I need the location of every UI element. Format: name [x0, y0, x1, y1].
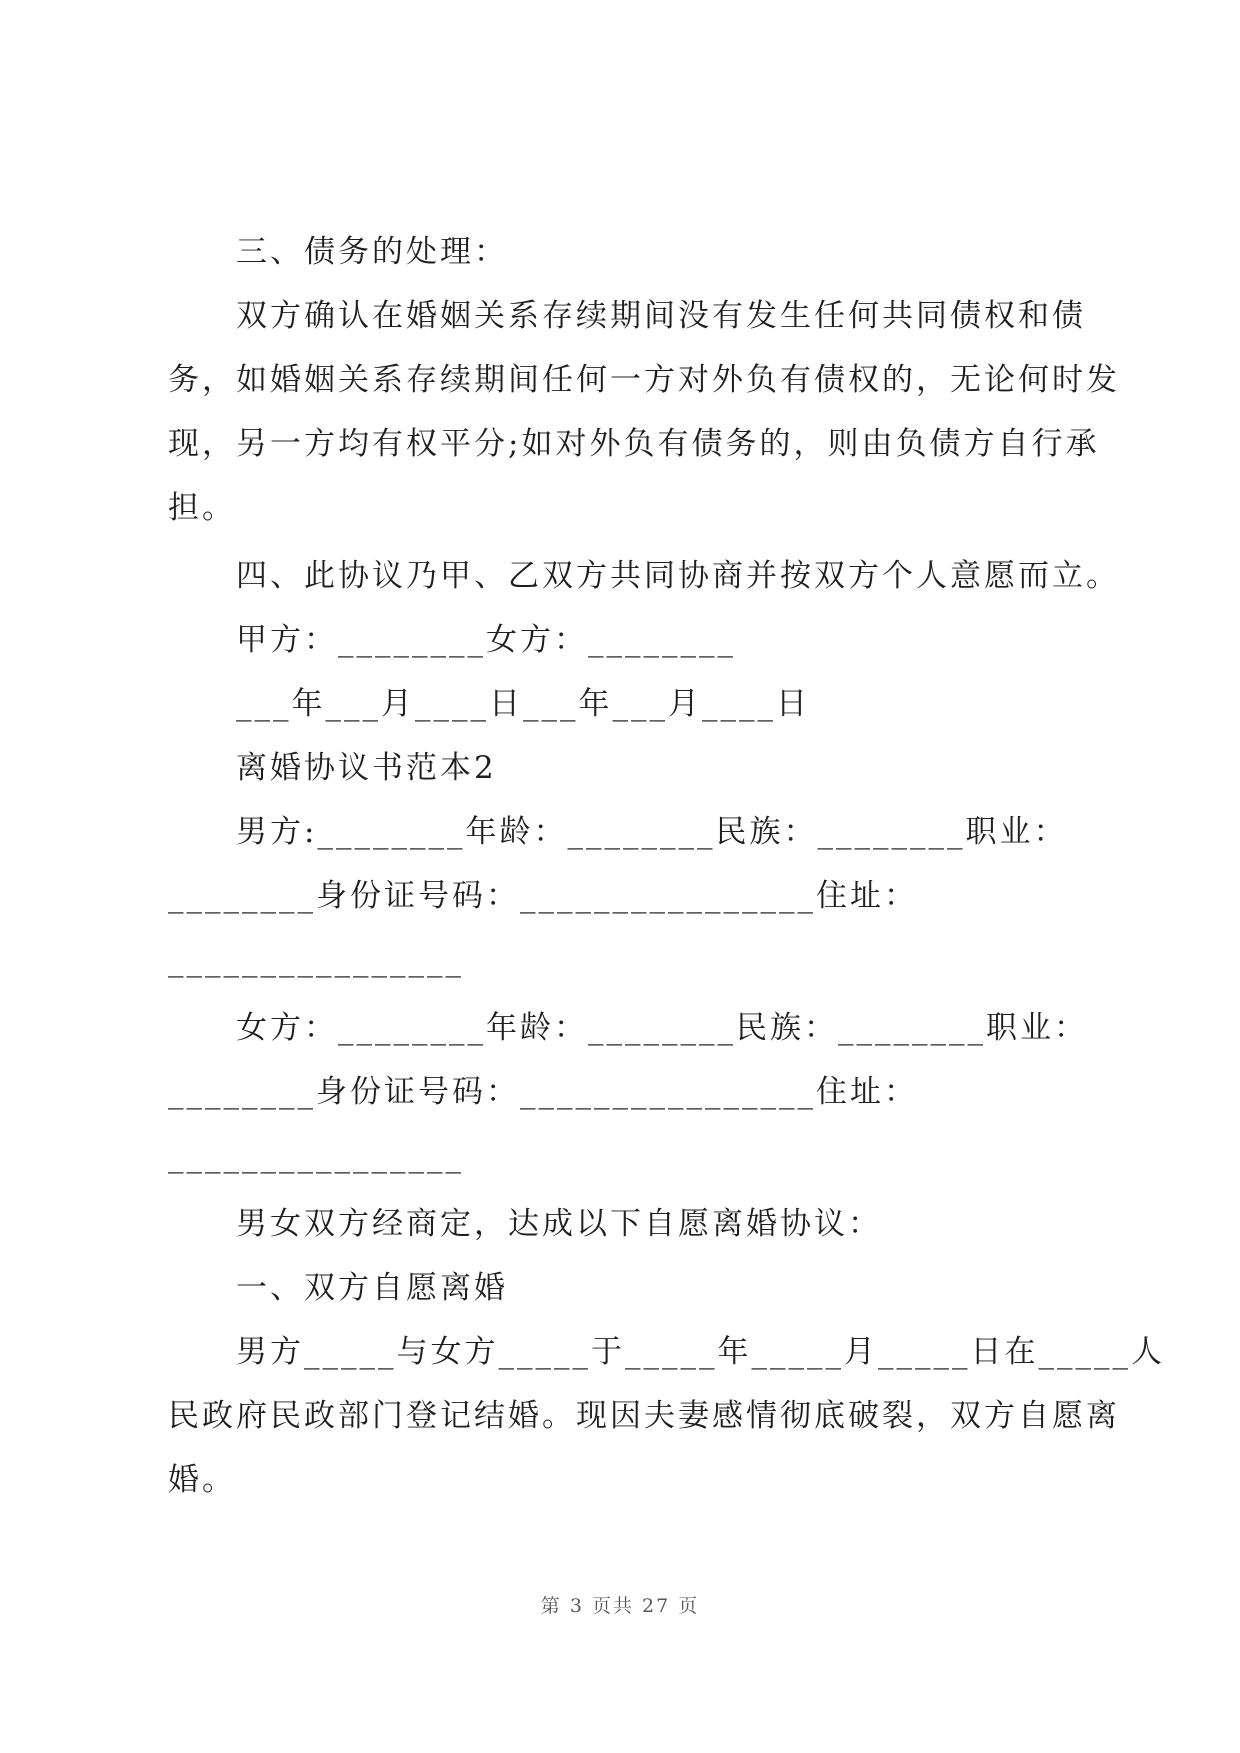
- paragraph-line: 婚。: [168, 1462, 236, 1498]
- section-heading-debts: 三、债务的处理：: [236, 234, 508, 270]
- male-address-line: ________________: [168, 942, 464, 978]
- male-info-line: ________身份证号码：________________住址：: [168, 878, 918, 914]
- section-heading-agreement: 四、此协议乃甲、乙双方共同协商并按双方个人意愿而立。: [236, 558, 1120, 594]
- paragraph-line: 男女双方经商定，达成以下自愿离婚协议：: [236, 1206, 882, 1242]
- date-line: ___年___月____日___年___月____日: [236, 686, 810, 722]
- paragraph-line: 现，另一方均有权平分;如对外负有债务的，则由负债方自行承: [168, 426, 1100, 462]
- paragraph-line: 务，如婚姻关系存续期间任何一方对外负有债权的，无论何时发: [168, 362, 1120, 398]
- female-address-line: ________________: [168, 1138, 464, 1174]
- signature-line: 甲方：________女方：________: [236, 622, 736, 658]
- male-info-line: 男方:________年龄：________民族：________职业：: [236, 814, 1068, 850]
- document-title: 离婚协议书范本2: [236, 750, 497, 786]
- paragraph-line: 双方确认在婚姻关系存续期间没有发生任何共同债权和债: [236, 298, 1086, 334]
- paragraph-line: 男方_____与女方_____于_____年_____月_____日在_____人: [236, 1334, 1165, 1370]
- paragraph-line: 民政府民政部门登记结婚。现因夫妻感情彻底破裂，双方自愿离: [168, 1398, 1120, 1434]
- female-info-line: 女方：________年龄：________民族：________职业：: [236, 1010, 1088, 1046]
- section-heading-divorce: 一、双方自愿离婚: [236, 1270, 508, 1306]
- female-info-line: ________身份证号码：________________住址：: [168, 1074, 918, 1110]
- page-number-footer: 第 3 页共 27 页: [540, 1595, 700, 1617]
- paragraph-line: 担。: [168, 490, 236, 526]
